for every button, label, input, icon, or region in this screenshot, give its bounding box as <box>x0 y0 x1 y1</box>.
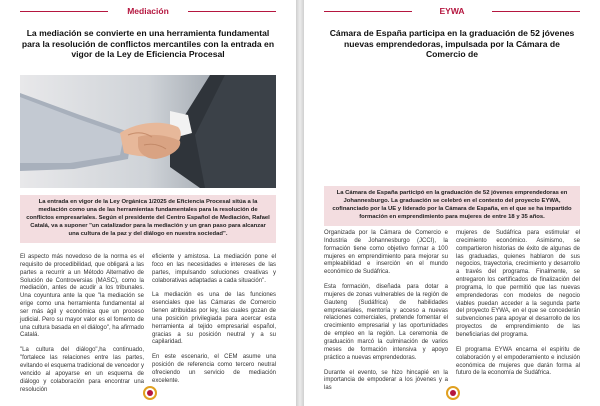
body-paragraph: El aspecto más novedoso de la norma es el requisito de procedibilidad, que obligará a las partes a recurrir a un Método Alternativo de Solución de Controversias (MASC), como la mediación, antes de acudir a los tribunales. Una coyuntura ante la que "la mediación se erige como una herramienta fundamental al ser más ágil y económica que un proceso judicial. Pero su mayor valor es el fomento de una cultura basada en el diálogo", ha afirmado Catalá. <box>20 254 144 339</box>
right-page <box>304 0 600 406</box>
section-label-eywa: EYWA <box>439 6 465 16</box>
body-paragraph: Durante el evento, se hizo hincapié en la importancia de empoderar a los jóvenes y a las <box>324 369 448 392</box>
body-paragraph: La mediación es una de las funciones esenciales que las Cámaras de Comercio tienen atribuidas por ley, las cuales gozan de una posición privilegiada para acercar esta herramienta al tejido empresarial español, gracias a su posición neutral y a su capilaridad. <box>152 292 276 346</box>
left-section-header <box>20 5 276 17</box>
body-column-1 <box>20 254 144 401</box>
body-columns-mediacion <box>20 254 276 401</box>
body-paragraph: eficiente y amistosa. La mediación pone el foco en las necesidades e intereses de las partes, impulsando soluciones creativas y colaborativas adaptadas a cada situación". <box>152 254 276 284</box>
body-paragraph: En este escenario, el CEM asume una posición de referencia como tercero neutral ofreciendo un servicio de mediación excelente. <box>152 354 276 384</box>
article-title-mediacion: La mediación se convierte en una herramienta fundamental para la resolución de conflictos mercantiles con la entrada en vigor de la Ley de Eficiencia Procesal <box>21 28 275 60</box>
body-column-2 <box>152 254 276 401</box>
lead-paragraph-eywa: La Cámara de España participó en la graduación de 52 jóvenes emprendedoras en Johannesburgo. La graduación se celebró en el contexto del proyecto EYWA, cofinanciado por la UE y liderado por la Cámara de España, en el que se ha impartido formación en emprendimiento para mujeres de entre 18 y 35 años. <box>324 186 580 226</box>
lead-paragraph-mediacion: La entrada en vigor de la Ley Orgánica 1/2025 de Eficiencia Procesal sitúa a la mediación como una de las herramientas fundamentales para la resolución de conflictos empresariales. Según el presidente del Centro Español de Mediación, Rafael Catalá, va a suponer "un catalizador para la mediación y un gran paso para alcanzar una cultura de la paz y del diálogo en nuestra sociedad". <box>20 195 276 243</box>
header-rule-left <box>20 11 108 12</box>
left-page <box>0 0 296 406</box>
article-title-eywa: Cámara de España participa en la graduación de 52 jóvenes nuevas emprendedoras, impulsada por la Cámara de Comercio de <box>329 28 575 60</box>
body-paragraph: El programa EYWA encarna el espíritu de colaboración y el empoderamiento e inclusión económica de mujeres que darán forma al futuro de la economía de Sudáfrica. <box>456 346 580 377</box>
section-label-mediacion: Mediación <box>127 6 169 16</box>
camara-logo-icon <box>143 386 157 400</box>
handshake-photo <box>20 75 276 188</box>
header-rule-right <box>188 11 276 12</box>
handshake-image <box>20 75 276 188</box>
header-rule-right <box>492 11 580 12</box>
camara-logo-icon <box>446 386 460 400</box>
body-column-1 <box>324 230 448 400</box>
header-rule-left <box>324 11 412 12</box>
body-paragraph: Organizada por la Cámara de Comercio e Industria de Johannesburgo (JCCI), la formación tiene como objetivo formar a 100 mujeres en emprendimiento para mejorar su empleabilidad e inserción en el mundo económico de Sudáfrica. <box>324 230 448 276</box>
right-section-header <box>324 5 580 17</box>
body-column-2 <box>456 230 580 400</box>
body-paragraph: "La cultura del diálogo",ha continuado, "fortalece las relaciones entre las partes, evitando el esquema tradicional de vencedor y vencido al apoyarse en un esquema de diálogo y colaboración para encontrar una resolución <box>20 347 144 393</box>
body-columns-eywa <box>324 230 580 400</box>
body-paragraph: mujeres de Sudáfrica para estimular el crecimiento económico. Asimismo, se compartieron historias de éxito de algunas de las graduadas, quienes hablaron de sus negocios, trayectoria, crecimiento y desarrollo a través del programa. Finalmente, se entregaron los certificados de finalización del programa, lo que permitió que las nuevas emprendedoras con modelos de negocio viables puedan acceder a la segunda parte del proyecto EYWA, en el que se concederán subvenciones para apoyar el desarrollo de los proyectos de emprendimiento de las beneficiarias del programa. <box>456 230 580 338</box>
body-paragraph: Esta formación, diseñada para dotar a mujeres de zonas vulnerables de la región de Gauteng (Sudáfrica) de habilidades empresariales, mentoría y acceso a nuevas relaciones comerciales, pretende fomentar el crecimiento empresarial y las oportunidades de empleo en la región. La ceremonia de graduación marcó la culminación de varios meses de formación intensiva y apoyo práctico a nuevas emprendedoras. <box>324 284 448 361</box>
page-gutter <box>296 0 304 406</box>
